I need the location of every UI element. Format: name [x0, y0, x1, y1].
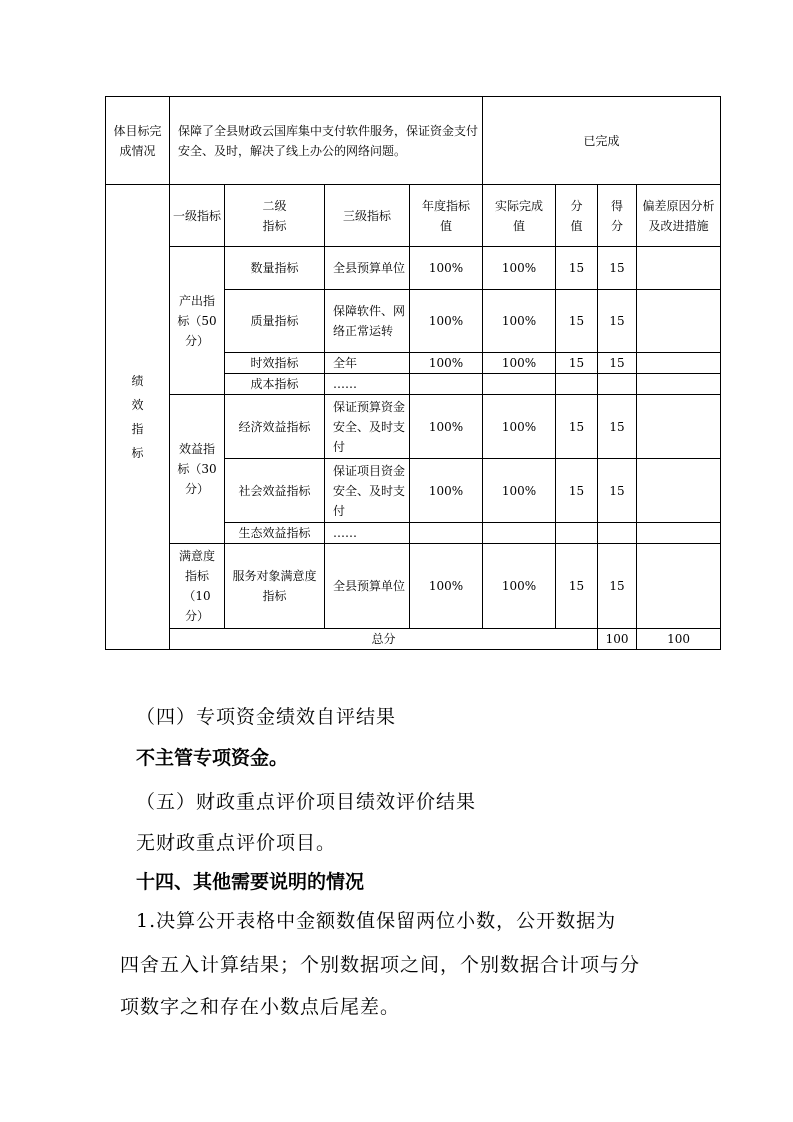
- table-row: [106, 395, 721, 459]
- target-cell: 100%: [410, 395, 483, 459]
- actual-cell: 100%: [483, 544, 556, 629]
- actual-cell: 100%: [483, 247, 556, 290]
- header-weight: 分值: [556, 185, 598, 247]
- header-score: 得分: [598, 185, 637, 247]
- section-4-heading: （四）专项资金绩效自评结果: [136, 706, 397, 728]
- score-cell: [598, 523, 637, 544]
- header-deviation: 偏差原因分析及改进措施: [637, 185, 721, 247]
- dev-cell: [637, 459, 721, 523]
- weight-cell: 15: [556, 395, 598, 459]
- header-level2: 二级指标: [225, 185, 325, 247]
- total-score: 100: [637, 629, 721, 650]
- header-actual: 实际完成值: [483, 185, 556, 247]
- weight-cell: 15: [556, 353, 598, 374]
- actual-cell: [483, 374, 556, 395]
- target-cell: 100%: [410, 544, 483, 629]
- weight-cell: [556, 523, 598, 544]
- group-benefit: 效益指标（30分）: [170, 395, 225, 544]
- target-cell: [410, 374, 483, 395]
- section-5-body: 无财政重点评价项目。: [136, 832, 337, 854]
- l3-cell: ……: [325, 374, 410, 395]
- goal-label: 体目标完成情况: [106, 97, 170, 185]
- score-cell: 15: [598, 290, 637, 353]
- performance-table: [105, 96, 721, 650]
- l3-cell: 全县预算单位: [325, 544, 410, 629]
- l2-cell: 成本指标: [225, 374, 325, 395]
- goal-description: 保障了全县财政云国库集中支付软件服务，保证资金支付安全、及时，解决了线上办公的网络问题。: [170, 97, 483, 185]
- section-14-paragraph-line3: 项数字之和存在小数点后尾差。: [120, 996, 401, 1018]
- section-5-heading: （五）财政重点评价项目绩效评价结果: [136, 791, 477, 813]
- l2-cell: 时效指标: [225, 353, 325, 374]
- weight-cell: 15: [556, 290, 598, 353]
- dev-cell: [637, 395, 721, 459]
- target-cell: 100%: [410, 247, 483, 290]
- l2-cell: 数量指标: [225, 247, 325, 290]
- target-cell: [410, 523, 483, 544]
- l2-cell: 生态效益指标: [225, 523, 325, 544]
- actual-cell: 100%: [483, 459, 556, 523]
- actual-cell: 100%: [483, 290, 556, 353]
- l3-cell: 保障软件、网络正常运转: [325, 290, 410, 353]
- group-satisfaction: 满意度指标（10分）: [170, 544, 225, 629]
- score-cell: 15: [598, 247, 637, 290]
- score-cell: 15: [598, 544, 637, 629]
- score-cell: 15: [598, 395, 637, 459]
- dev-cell: [637, 353, 721, 374]
- dev-cell: [637, 544, 721, 629]
- weight-cell: 15: [556, 247, 598, 290]
- actual-cell: 100%: [483, 395, 556, 459]
- l2-cell: 经济效益指标: [225, 395, 325, 459]
- dev-cell: [637, 247, 721, 290]
- header-level3: 三级指标: [325, 185, 410, 247]
- l3-cell: 全年: [325, 353, 410, 374]
- table-row: [106, 544, 721, 629]
- total-row: [106, 629, 721, 650]
- score-cell: [598, 374, 637, 395]
- actual-cell: [483, 523, 556, 544]
- table-row: [106, 247, 721, 290]
- group-output: 产出指标（50分）: [170, 247, 225, 395]
- perf-indicator-label: 绩效指标: [106, 185, 170, 650]
- header-level1: 一级指标: [170, 185, 225, 247]
- goal-status: 已完成: [483, 97, 721, 185]
- target-cell: 100%: [410, 353, 483, 374]
- header-target: 年度指标值: [410, 185, 483, 247]
- section-14-paragraph-line1: 1.决算公开表格中金额数值保留两位小数，公开数据为: [136, 910, 617, 932]
- weight-cell: 15: [556, 544, 598, 629]
- section-14-heading: 十四、其他需要说明的情况: [136, 871, 365, 893]
- section-14-paragraph-line2: 四舍五入计算结果；个别数据项之间，个别数据合计项与分: [120, 954, 641, 976]
- l2-cell: 社会效益指标: [225, 459, 325, 523]
- dev-cell: [637, 290, 721, 353]
- section-4-body: 不主管专项资金。: [136, 747, 289, 769]
- target-cell: 100%: [410, 290, 483, 353]
- l3-cell: 保证项目资金安全、及时支付: [325, 459, 410, 523]
- l3-cell: 全县预算单位: [325, 247, 410, 290]
- score-cell: 15: [598, 459, 637, 523]
- target-cell: 100%: [410, 459, 483, 523]
- weight-cell: [556, 374, 598, 395]
- weight-cell: 15: [556, 459, 598, 523]
- dev-cell: [637, 374, 721, 395]
- total-weight: 100: [598, 629, 637, 650]
- l3-cell: 保证预算资金安全、及时支付: [325, 395, 410, 459]
- l2-cell: 质量指标: [225, 290, 325, 353]
- actual-cell: 100%: [483, 353, 556, 374]
- l3-cell: ……: [325, 523, 410, 544]
- l2-cell: 服务对象满意度指标: [225, 544, 325, 629]
- score-cell: 15: [598, 353, 637, 374]
- total-label: 总分: [170, 629, 598, 650]
- dev-cell: [637, 523, 721, 544]
